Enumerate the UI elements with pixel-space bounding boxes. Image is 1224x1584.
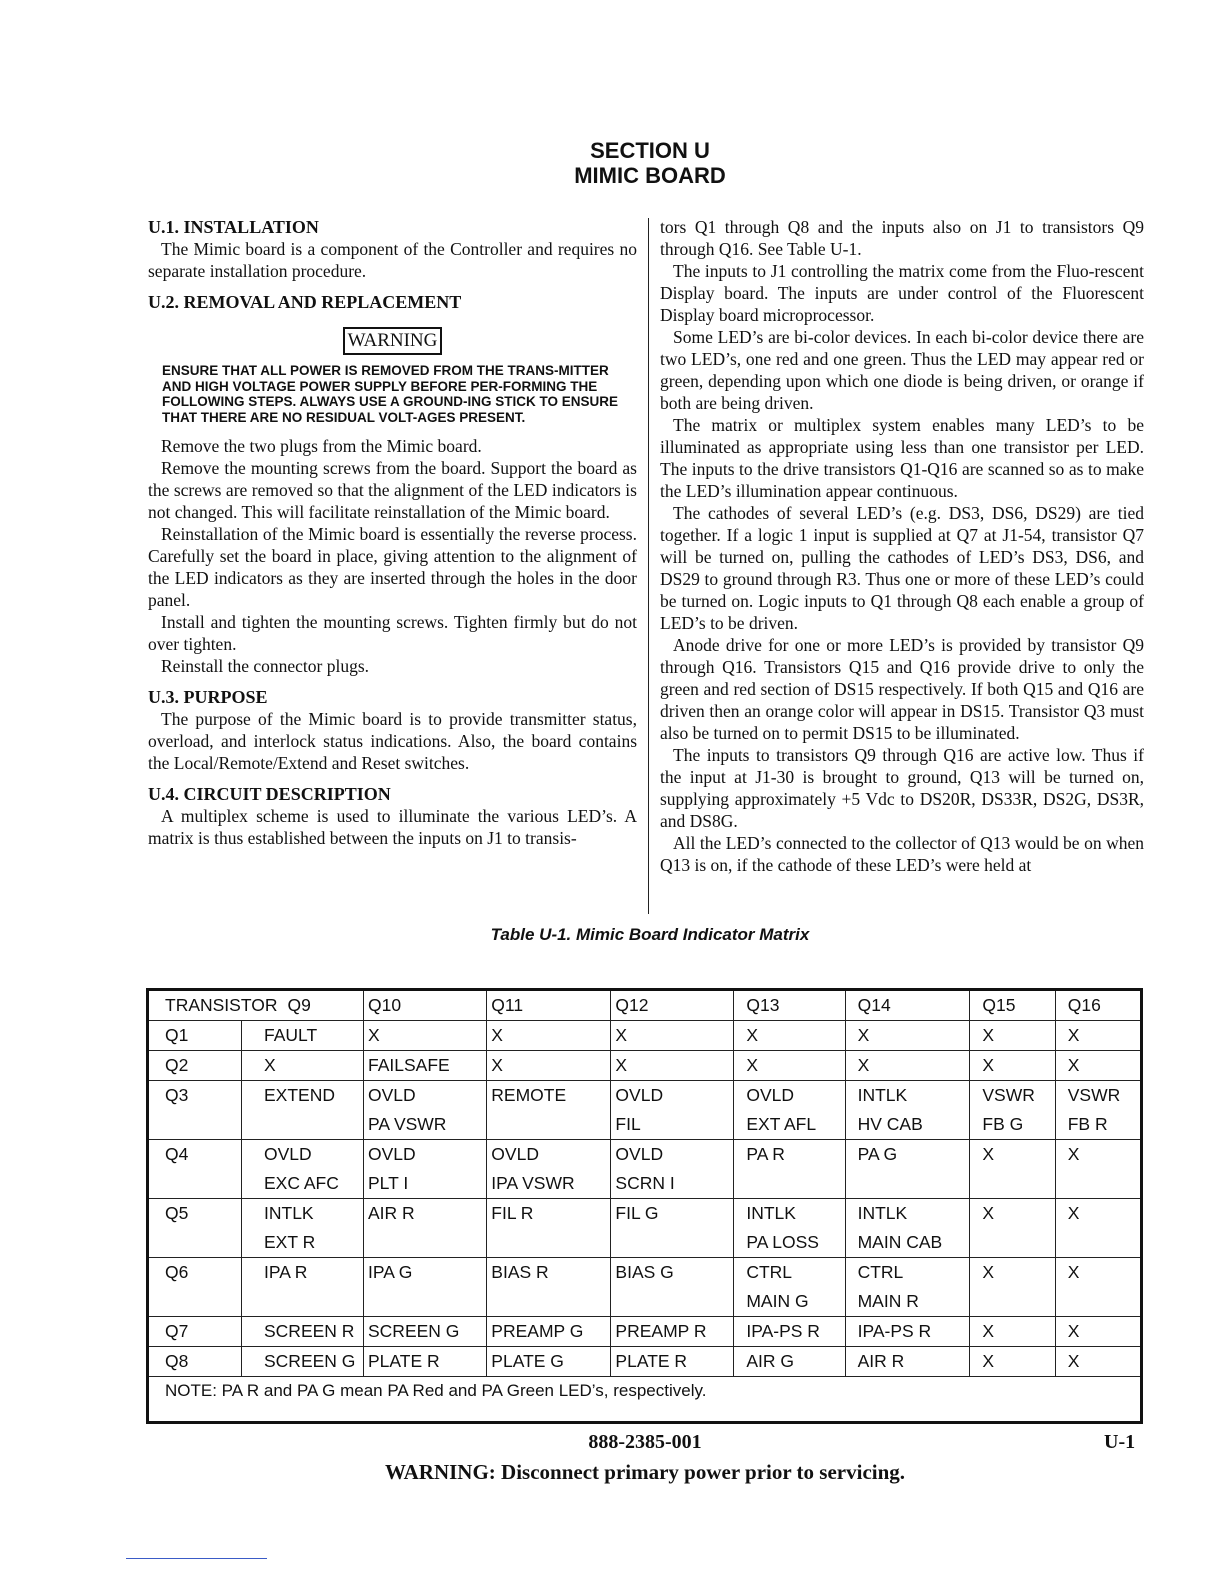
- table-cell: [242, 1051, 364, 1081]
- paragraph: Anode drive for one or more LED’s is provided by transistor Q9 through Q16. Transistors Q15 and Q16 provide drive to only the green and red section of DS15 respectively. If both Q15 and Q16 are driven then an orange color will appear in DS15. Transistor Q3 must also be turned on to permit DS15 to be illuminated.: [660, 635, 1144, 743]
- table-cell: [611, 1199, 734, 1258]
- cell-line: X: [982, 1262, 995, 1282]
- table-cell: [970, 1081, 1055, 1140]
- cell-line: FAILSAFE: [368, 1055, 450, 1075]
- paragraph: tors Q1 through Q8 and the inputs also on J1 to transistors Q9 through Q16. See Table U-1.: [660, 217, 1144, 259]
- table-note: NOTE: PA R and PA G mean PA Red and PA Green LED’s, respectively.: [165, 1381, 707, 1400]
- left-column: [148, 216, 637, 849]
- cell-line: X: [1067, 1025, 1080, 1045]
- header-label: TRANSISTOR: [165, 995, 278, 1015]
- cell-line: EXT AFL: [746, 1114, 817, 1134]
- cell-line: BIAS R: [491, 1262, 549, 1282]
- cell-line: [264, 1110, 359, 1139]
- heading-purpose: U.3. PURPOSE: [148, 687, 268, 707]
- table-cell: [611, 1347, 734, 1377]
- cell-line: AIR R: [857, 1351, 905, 1371]
- cell-line: SCRN I: [615, 1173, 675, 1193]
- table-cell: [734, 1140, 845, 1199]
- cell-line: X: [982, 1203, 995, 1223]
- cell-line: FIL G: [615, 1203, 659, 1223]
- table-cell: [845, 1140, 970, 1199]
- cell-line: REMOTE: [491, 1085, 567, 1105]
- warning-label: WARNING: [343, 327, 443, 355]
- cell-line: [858, 1169, 966, 1198]
- cell-line: HV CAB: [857, 1114, 923, 1134]
- table-cell: [1055, 1317, 1140, 1347]
- cell-line: X: [1067, 1351, 1080, 1371]
- cell-line: X: [491, 1055, 503, 1075]
- cell-line: PREAMP R: [615, 1321, 707, 1341]
- cell-line: INTLK: [857, 1203, 908, 1223]
- cell-line: OVLD: [491, 1144, 539, 1164]
- table-row: [149, 1051, 1140, 1081]
- header-cell: [149, 991, 364, 1021]
- cell-line: OVLD: [368, 1085, 416, 1105]
- cell-line: OVLD: [615, 1144, 664, 1164]
- cell-line: PLT I: [368, 1173, 409, 1193]
- table-header-row: [149, 991, 1140, 1021]
- cell-line: X: [1067, 1262, 1080, 1282]
- cell-line: PREAMP G: [491, 1321, 584, 1341]
- table-cell: [487, 1081, 611, 1140]
- table-cell: [845, 1317, 970, 1347]
- cell-line: [368, 1287, 482, 1316]
- table-cell: [1055, 1081, 1140, 1140]
- cell-line: X: [615, 1025, 628, 1045]
- scan-artifact-line: [126, 1558, 267, 1559]
- cell-line: IPA VSWR: [491, 1173, 575, 1193]
- cell-line: [982, 1169, 1050, 1198]
- cell-line: FB G: [982, 1114, 1024, 1134]
- header-cell: Q16: [1055, 991, 1140, 1021]
- cell-line: OVLD: [615, 1085, 664, 1105]
- cell-line: [615, 1287, 729, 1316]
- cell-line: CTRL: [746, 1262, 793, 1282]
- paragraph: The inputs to transistors Q9 through Q16 are active low. Thus if the input at J1-30 is brought to ground, Q13 will be turned on, supplying approximately +5 Vdc to DS20R, DS33R, DS2G, DS3R, and DS8G.: [660, 745, 1144, 831]
- paragraph: Remove the mounting screws from the board. Support the board as the screws are removed so that the alignment of the LED indicators is not changed. This will facilitate reinstallation of the Mimic board.: [148, 458, 637, 522]
- header-cell: Q15: [970, 991, 1055, 1021]
- header-cell: Q13: [734, 991, 845, 1021]
- table-cell: [1055, 1347, 1140, 1377]
- table-cell: [970, 1199, 1055, 1258]
- table-cell: [970, 1140, 1055, 1199]
- cell-line: INTLK: [264, 1203, 314, 1223]
- cell-line: X: [1067, 1144, 1080, 1164]
- cell-line: AIR G: [746, 1351, 794, 1371]
- cell-line: PA R: [746, 1144, 785, 1164]
- row-transistor: Q1: [149, 1021, 242, 1051]
- cell-line: OVLD: [746, 1085, 794, 1105]
- cell-line: FB R: [1067, 1114, 1108, 1134]
- cell-line: IPA-PS R: [857, 1321, 932, 1341]
- table-cell: [970, 1258, 1055, 1317]
- cell-line: X: [982, 1055, 995, 1075]
- cell-line: MAIN CAB: [857, 1232, 943, 1252]
- cell-line: [368, 1228, 482, 1257]
- table-cell: [734, 1347, 845, 1377]
- warning-box-wrap: [148, 327, 637, 355]
- cell-line: X: [982, 1144, 995, 1164]
- paragraph: The inputs to J1 controlling the matrix come from the Fluo-rescent Display board. The inputs are under control of the Fluorescent Display board microprocessor.: [660, 261, 1144, 325]
- cell-line: FIL R: [491, 1203, 534, 1223]
- cell-line: IPA-PS R: [746, 1321, 820, 1341]
- cell-line: X: [491, 1025, 503, 1045]
- cell-line: SCREEN R: [264, 1321, 355, 1341]
- cell-line: [746, 1169, 840, 1198]
- table-row: [149, 1081, 1140, 1140]
- cell-line: PLATE R: [615, 1351, 688, 1371]
- cell-line: [264, 1287, 359, 1316]
- table-cell: [845, 1051, 970, 1081]
- cell-line: INTLK: [746, 1203, 796, 1223]
- table-cell: [845, 1021, 970, 1051]
- paragraph: Remove the two plugs from the Mimic board.: [161, 436, 482, 456]
- paragraph: Some LED’s are bi-color devices. In each bi-color device there are two LED’s, one red and one green. Thus the LED may appear red or green, depending upon which one diode is being driven, or orange if both are being driven.: [660, 327, 1144, 413]
- cell-line: [982, 1287, 1050, 1316]
- cell-line: OVLD: [264, 1144, 312, 1164]
- cell-line: FAULT: [264, 1025, 318, 1045]
- table-cell: [364, 1021, 487, 1051]
- page-number: U-1: [1104, 1431, 1136, 1453]
- table-cell: [611, 1317, 734, 1347]
- cell-line: [1068, 1169, 1136, 1198]
- table-cell: [1055, 1199, 1140, 1258]
- table-row: [149, 1140, 1140, 1199]
- cell-line: X: [857, 1055, 870, 1075]
- cell-line: SCREEN G: [368, 1321, 460, 1341]
- cell-line: PLATE G: [491, 1351, 564, 1371]
- table-cell: [970, 1021, 1055, 1051]
- cell-line: IPA R: [264, 1262, 308, 1282]
- paragraph: Reinstall the connector plugs.: [161, 656, 370, 676]
- table-cell: [611, 1021, 734, 1051]
- table-cell: [1055, 1140, 1140, 1199]
- table-cell: [845, 1258, 970, 1317]
- table-cell: [734, 1021, 845, 1051]
- table-cell: [1055, 1021, 1140, 1051]
- table-cell: [611, 1051, 734, 1081]
- heading-installation: U.1. INSTALLATION: [148, 217, 319, 237]
- header-label: Q9: [287, 995, 311, 1015]
- table-row: [149, 1347, 1140, 1377]
- cell-line: EXTEND: [264, 1085, 335, 1105]
- cell-line: X: [982, 1351, 995, 1371]
- table-cell: [845, 1199, 970, 1258]
- cell-line: BIAS G: [615, 1262, 674, 1282]
- table-cell: [611, 1081, 734, 1140]
- table-row: [149, 1199, 1140, 1258]
- cell-line: X: [746, 1055, 759, 1075]
- heading-removal: U.2. REMOVAL AND REPLACEMENT: [148, 292, 462, 312]
- cell-line: X: [1067, 1321, 1080, 1341]
- cell-line: VSWR: [1067, 1085, 1121, 1105]
- table-cell: [242, 1081, 364, 1140]
- cell-line: [615, 1228, 729, 1257]
- table-cell: [364, 1081, 487, 1140]
- paragraph: A multiplex scheme is used to illuminate the various LED’s. A matrix is thus established between the inputs on J1 to transis-: [148, 806, 637, 848]
- cell-line: CTRL: [857, 1262, 904, 1282]
- footer-warning: WARNING: Disconnect primary power prior to servicing.: [384, 1460, 906, 1484]
- table-cell: [364, 1199, 487, 1258]
- table-cell: [1055, 1258, 1140, 1317]
- cell-line: OVLD: [368, 1144, 416, 1164]
- cell-line: EXC AFC: [264, 1173, 339, 1193]
- table-cell: [242, 1258, 364, 1317]
- cell-line: IPA G: [368, 1262, 413, 1282]
- row-transistor: Q2: [149, 1051, 242, 1081]
- table-cell: [970, 1347, 1055, 1377]
- cell-line: [491, 1287, 606, 1316]
- table-cell: [487, 1317, 611, 1347]
- cell-line: PA LOSS: [746, 1232, 819, 1252]
- paragraph: The Mimic board is a component of the Controller and requires no separate installation procedure.: [148, 239, 637, 281]
- cell-line: X: [368, 1025, 380, 1045]
- table-cell: [734, 1317, 845, 1347]
- table-cell: [364, 1347, 487, 1377]
- table-cell: [242, 1317, 364, 1347]
- heading-circuit: U.4. CIRCUIT DESCRIPTION: [148, 784, 391, 804]
- cell-line: AIR R: [368, 1203, 415, 1223]
- cell-line: X: [1067, 1055, 1080, 1075]
- header-cell: Q11: [487, 991, 611, 1021]
- cell-line: X: [746, 1025, 759, 1045]
- cell-line: EXT R: [264, 1232, 316, 1252]
- row-transistor: Q7: [149, 1317, 242, 1347]
- table-cell: [487, 1140, 611, 1199]
- paragraph: Reinstallation of the Mimic board is essentially the reverse process. Carefully set the board in place, giving attention to the alignment of the LED indicators as they are inserted through the holes in the door panel.: [148, 524, 637, 610]
- table-row: [149, 1317, 1140, 1347]
- row-transistor: Q3: [149, 1081, 242, 1140]
- table-cell: [845, 1081, 970, 1140]
- table-cell: [1055, 1051, 1140, 1081]
- table-cell: [242, 1021, 364, 1051]
- table-cell: [364, 1140, 487, 1199]
- table-cell: [242, 1199, 364, 1258]
- table-cell: [611, 1258, 734, 1317]
- section-label: SECTION U: [590, 138, 710, 163]
- paragraph: All the LED’s connected to the collector of Q13 would be on when Q13 is on, if the cathode of these LED’s were held at: [660, 833, 1144, 875]
- cell-line: MAIN R: [857, 1291, 919, 1311]
- table-cell: [364, 1258, 487, 1317]
- cell-line: X: [264, 1055, 276, 1075]
- cell-line: SCREEN G: [264, 1351, 356, 1371]
- row-transistor: Q5: [149, 1199, 242, 1258]
- cell-line: X: [982, 1321, 995, 1341]
- cell-line: X: [615, 1055, 628, 1075]
- header-cell: Q12: [611, 991, 734, 1021]
- cell-line: VSWR: [982, 1085, 1035, 1105]
- document-number: 888-2385-001: [588, 1431, 702, 1453]
- section-title: [0, 138, 1224, 188]
- cell-line: PLATE R: [368, 1351, 440, 1371]
- right-column: [660, 216, 1144, 876]
- cell-line: [491, 1228, 606, 1257]
- cell-line: [1068, 1228, 1136, 1257]
- paragraph: The matrix or multiplex system enables many LED’s to be illuminated as appropriate using less than one transistor per LED. The inputs to the drive transistors Q1-Q16 are scanned so as to make the LED’s illumination appear continuous.: [660, 415, 1144, 501]
- paragraph: Install and tighten the mounting screws. Tighten firmly but do not over tighten.: [148, 612, 637, 654]
- table-row: [149, 1021, 1140, 1051]
- header-cell: Q10: [364, 991, 487, 1021]
- cell-line: X: [857, 1025, 870, 1045]
- table-cell: [734, 1081, 845, 1140]
- table-cell: [487, 1258, 611, 1317]
- paragraph: The purpose of the Mimic board is to provide transmitter status, overload, and interlock status indications. Also, the board contains the Local/Remote/Extend and Reset switches.: [148, 709, 637, 773]
- row-transistor: Q6: [149, 1258, 242, 1317]
- table-cell: [487, 1347, 611, 1377]
- table-cell: [845, 1347, 970, 1377]
- table-cell: [487, 1199, 611, 1258]
- table-row: [149, 1258, 1140, 1317]
- cell-line: MAIN G: [746, 1291, 809, 1311]
- column-divider: [648, 218, 649, 914]
- cell-line: [491, 1110, 606, 1139]
- section-name: MIMIC BOARD: [574, 163, 726, 188]
- indicator-matrix-frame: [146, 988, 1143, 1424]
- table-cell: [364, 1051, 487, 1081]
- table-cell: [242, 1347, 364, 1377]
- cell-line: INTLK: [857, 1085, 908, 1105]
- indicator-matrix-table: [149, 991, 1140, 1417]
- table-caption: Table U-1. Mimic Board Indicator Matrix: [490, 925, 810, 944]
- header-cell: Q14: [845, 991, 970, 1021]
- cell-line: [1068, 1287, 1136, 1316]
- table-cell: [734, 1199, 845, 1258]
- cell-line: [982, 1228, 1050, 1257]
- table-cell: [487, 1051, 611, 1081]
- cell-line: PA G: [857, 1144, 898, 1164]
- row-transistor: Q4: [149, 1140, 242, 1199]
- table-cell: [364, 1317, 487, 1347]
- row-transistor: Q8: [149, 1347, 242, 1377]
- table-cell: [487, 1021, 611, 1051]
- cell-line: FIL: [615, 1114, 641, 1134]
- cell-line: PA VSWR: [368, 1114, 447, 1134]
- table-cell: [611, 1140, 734, 1199]
- warning-text: ENSURE THAT ALL POWER IS REMOVED FROM THE TRANS-MITTER AND HIGH VOLTAGE POWER SUPPLY BEFORE PER-FORMING THE FOLLOWING STEPS. ALWAYS USE A GROUND-ING STICK TO ENSURE THAT THERE ARE NO RESIDUAL VOLT-AGES PRESENT.: [162, 363, 619, 425]
- table-cell: [242, 1140, 364, 1199]
- table-cell: [734, 1258, 845, 1317]
- table-cell: [734, 1051, 845, 1081]
- paragraph: The cathodes of several LED’s (e.g. DS3, DS6, DS29) are tied together. If a logic 1 input is supplied at Q7 at J1-54, transistor Q7 will be turned on, pulling the cathodes of LED’s DS3, DS6, and DS29 to ground through R3. Thus one or more of these LED’s could be turned on. Logic inputs to Q1 through Q8 each enable a group of LED’s to be driven.: [660, 503, 1144, 633]
- table-cell: [970, 1317, 1055, 1347]
- cell-line: X: [1067, 1203, 1080, 1223]
- cell-line: X: [982, 1025, 995, 1045]
- table-cell: [970, 1051, 1055, 1081]
